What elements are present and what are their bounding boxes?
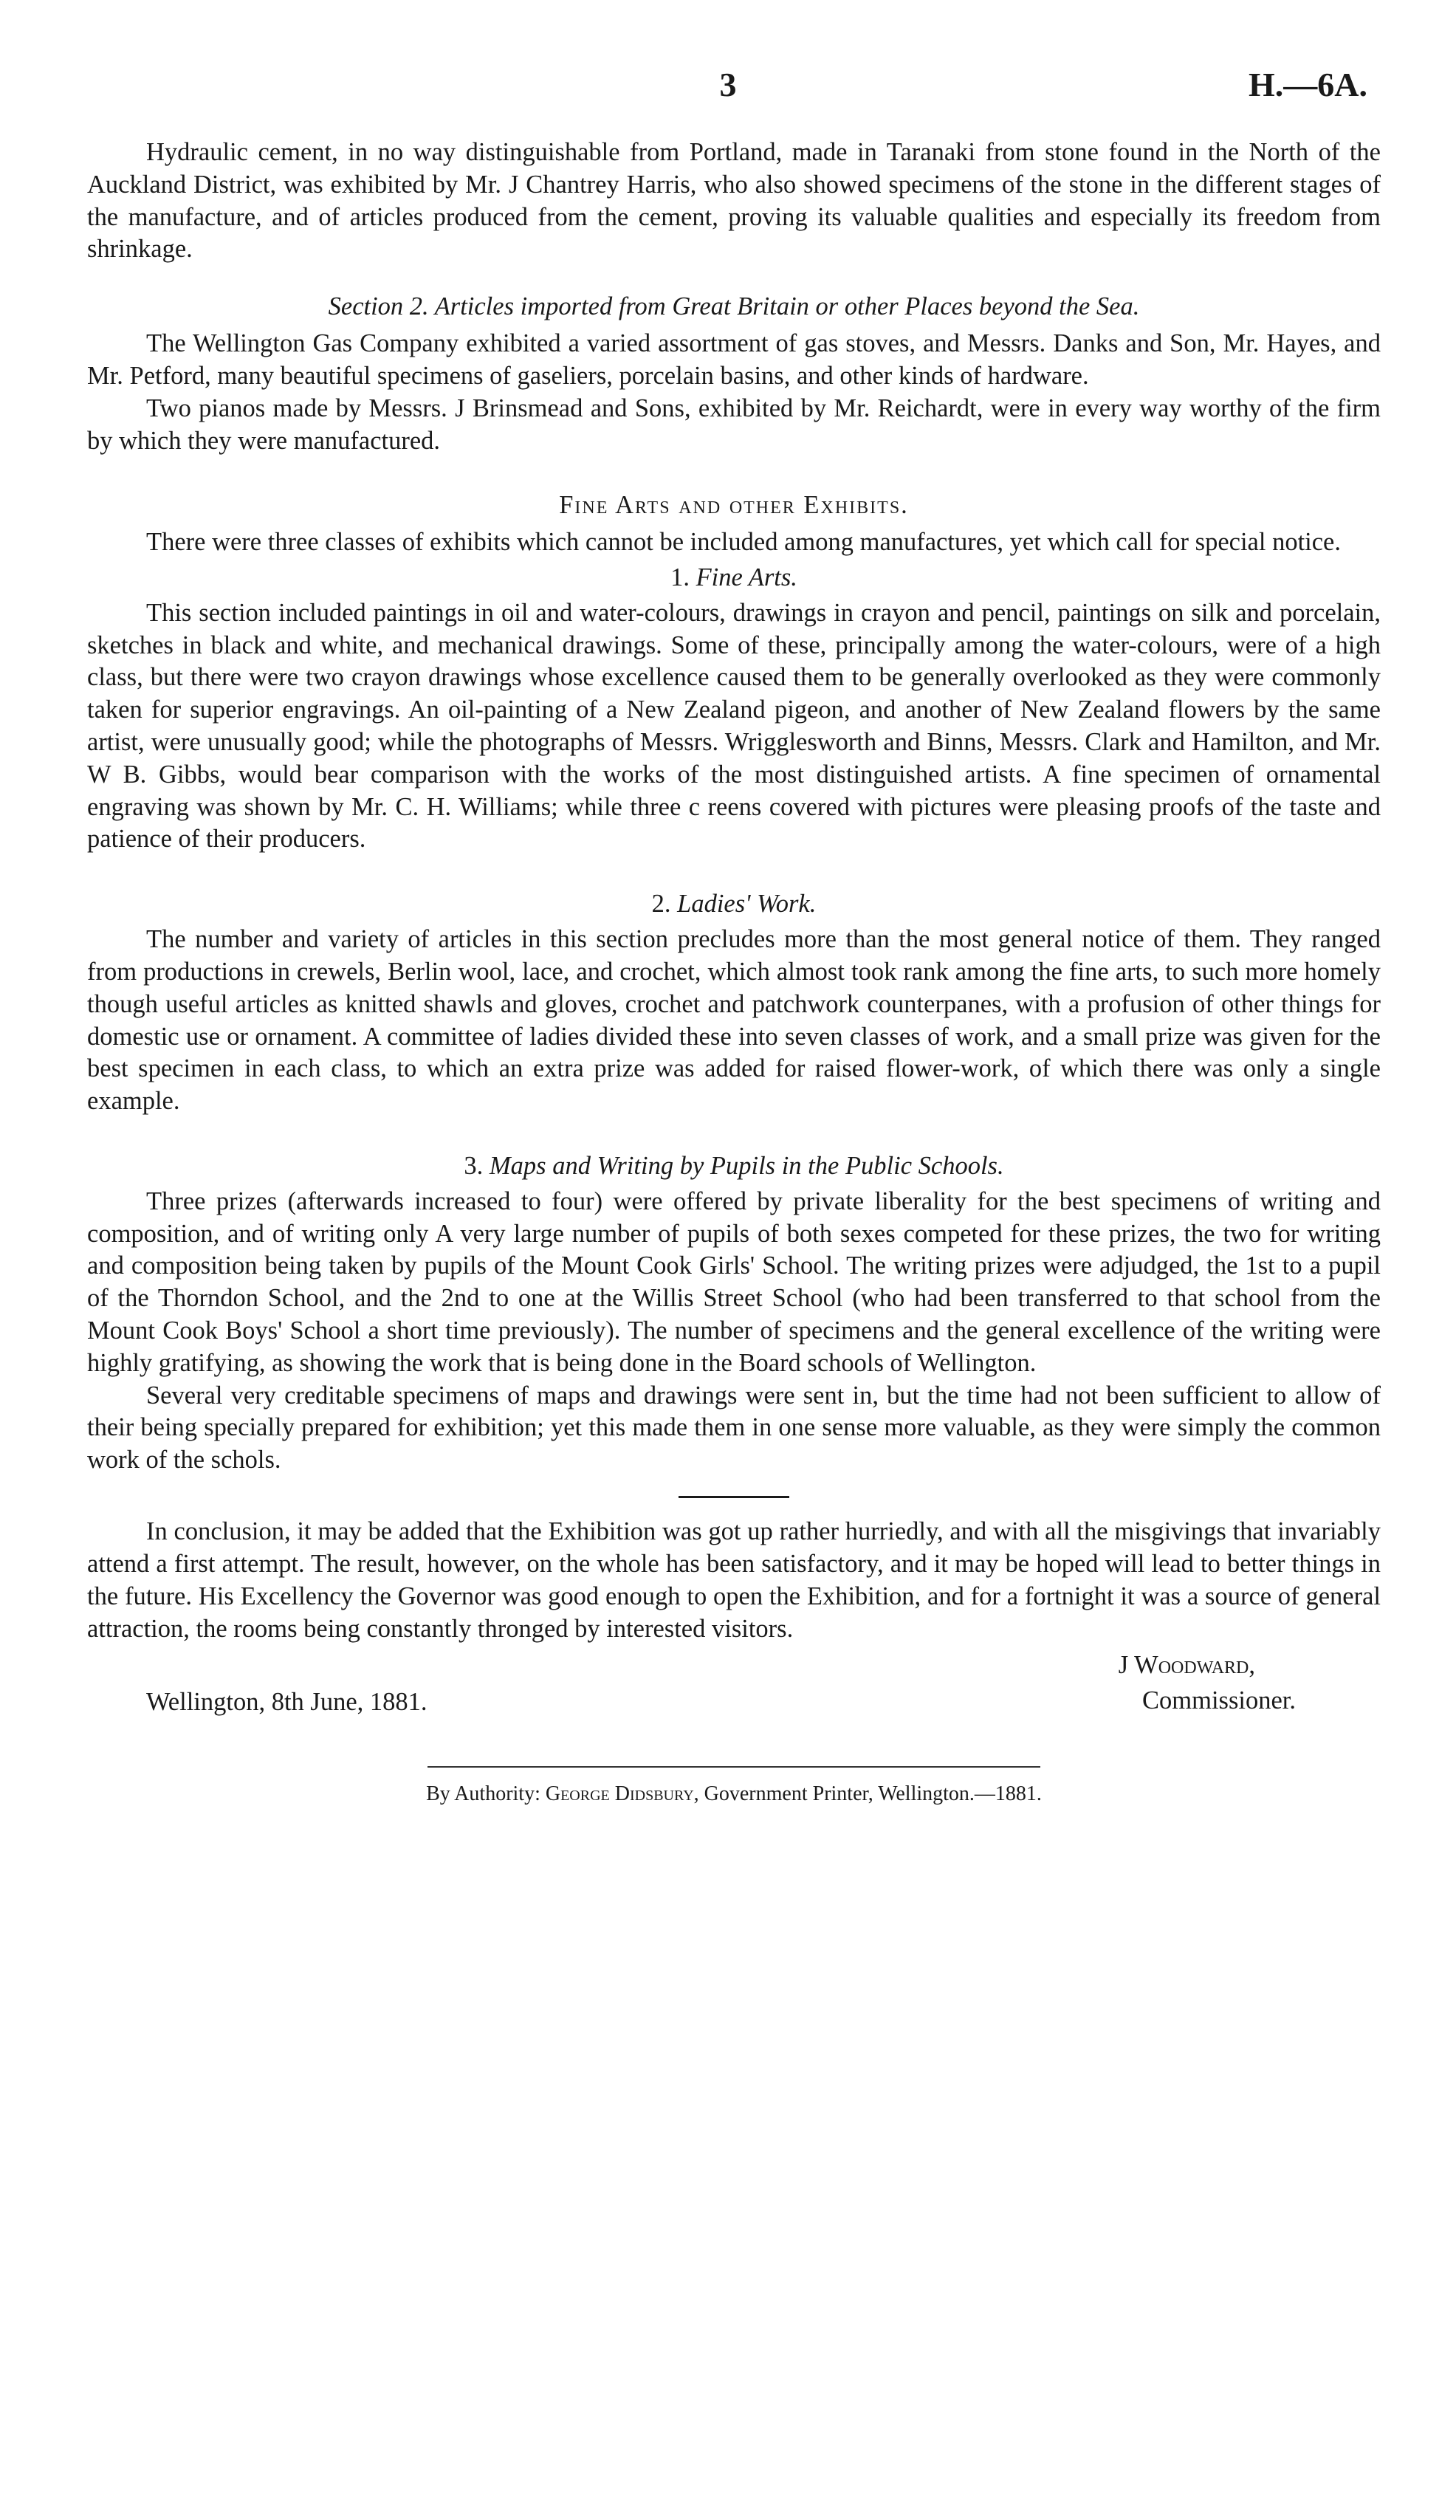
paragraph-fine-arts: This section included paintings in oil and water-colours, drawings in crayon and pencil, paintings on silk and porcelain, sketches in black and white, and mechanical drawings. Some of these, principally among the water-colours, were of a high class, but there were two crayon drawings whose excellence caused them to be generally overlooked as they were commonly taken for superior engravings. An oil-painting of a New Zealand pigeon, and another of New Zealand flowers by the same artist, were unusually good; while the photographs of Messrs. Wrigglesworth and Binns, Messrs. Clark and Hamilton, and Mr. W B. Gibbs, would bear comparison with the works of the most distinguished artists. A fine specimen of ornamental engraving was shown by Mr. C. H. Williams; while three c reens covered with pictures were pleasing proofs of the taste and patience of their producers. [87,598,1381,854]
paragraph-ladies-work: The number and variety of articles in this section precludes more than the most general notice of them. They ranged from productions in crewels, Berlin wool, lace, and crochet, which almost took rank among the fine arts, to such more homely though useful articles as knitted shawls and gloves, crochet and patchwork counterpanes, with a profusion of other things for domestic use or ornament. A committee of ladies divided these into seven classes of work, and a small prize was given for the best specimen in each class, to which an extra prize was added for raised flower-work, of which there was only a single example. [87,925,1381,1116]
paragraph-writing-prizes: Three prizes (afterwards increased to four) were offered by private liberality for the best specimens of writing and composition, and of writing only A very large number of pupils of both sexes competed for these prizes, the two for writing and composition being taken by pupils of the Mount Cook Girls' School. The writing prizes were adjudged, the 1st to a pupil of the Thorndon School, and the 2nd to one at the Willis Street School (who had been transferred to that school from the Mount Cook Boys' School a short time previously). The number of specimens and the general excellence of the writing were highly gratifying, as showing the work that is being done in the Board schools of Wellington. [87,1187,1381,1377]
subsection-title: Ladies' Work. [677,890,817,919]
paragraph-hydraulic-cement: Hydraulic cement, in no way distinguishable from Portland, made in Taranaki from stone found in the North of the Auckland District, was exhibited by Mr. J Chantrey Harris, who also showed specimens of the stone in the different stages of the manufacture, and of articles produced from the cement, proving its valuable qualities and especially its freedom from shrinkage. [87,138,1381,264]
paragraph-maps-drawings: Several very creditable specimens of maps and drawings were sent in, but the time had not been sufficient to allow of their being specially prepared for exhibition; yet this made them in one sense more valuable, as they were simply the common work of the schols. [87,1381,1381,1474]
section-2-heading: Section 2. Articles imported from Great Britain or other Places beyond the Sea. [328,292,1140,321]
subsection-number: 1. [670,563,690,591]
signatory-name: J Woodward, [1118,1651,1255,1680]
signature-block [87,1649,1381,1731]
document-reference: H.—6A. [1249,66,1367,103]
page-header [89,65,1367,117]
section-divider [679,1496,789,1498]
subsection-title: Fine Arts. [696,563,797,591]
imprint-printer: George Didsbury, [545,1782,699,1806]
place-date: Wellington, 8th June, 1881. [146,1688,427,1717]
signatory-title: Commissioner. [1142,1686,1296,1715]
paragraph-three-classes: There were three classes of exhibits which cannot be included among manufactures, yet which call for special notice. [146,528,1341,557]
paragraph-pianos: Two pianos made by Messrs. J Brinsmead and Sons, exhibited by Mr. Reichardt, were in every way worthy of the firm by which they were manufactured. [87,394,1381,455]
page-number: 3 [719,66,737,103]
subsection-fine-arts-heading [87,562,1381,594]
printer-imprint [87,1781,1381,1807]
subsection-number: 2. [651,890,671,919]
paragraph-gas-company: The Wellington Gas Company exhibited a varied assortment of gas stoves, and Messrs. Danks and Son, Mr. Hayes, and Mr. Petford, many beautiful specimens of gaseliers, porcelain basins, and other kinds of hardware. [87,329,1381,390]
document-body [87,137,1381,1807]
imprint-suffix: Government Printer, Wellington.—1881. [704,1782,1042,1806]
imprint-rule [427,1766,1040,1768]
imprint-prefix: By Authority: [426,1782,540,1806]
subsection-maps-writing-heading [87,1150,1381,1183]
fine-arts-other-exhibits-heading: Fine Arts and other Exhibits. [559,491,909,520]
subsection-ladies-work-heading [87,888,1381,921]
subsection-number: 3. [464,1151,484,1180]
subsection-title: Maps and Writing by Pupils in the Public Schools. [489,1151,1004,1180]
paragraph-conclusion: In conclusion, it may be added that the Exhibition was got up rather hurriedly, and with all the misgivings that invariably attend a first attempt. The result, however, on the whole has been satisfactory, and it may be hoped will lead to better things in the future. His Excellency the Governor was good enough to open the Exhibition, and for a fortnight it was a source of general attraction, the rooms being constantly thronged by interested visitors. [87,1517,1381,1643]
